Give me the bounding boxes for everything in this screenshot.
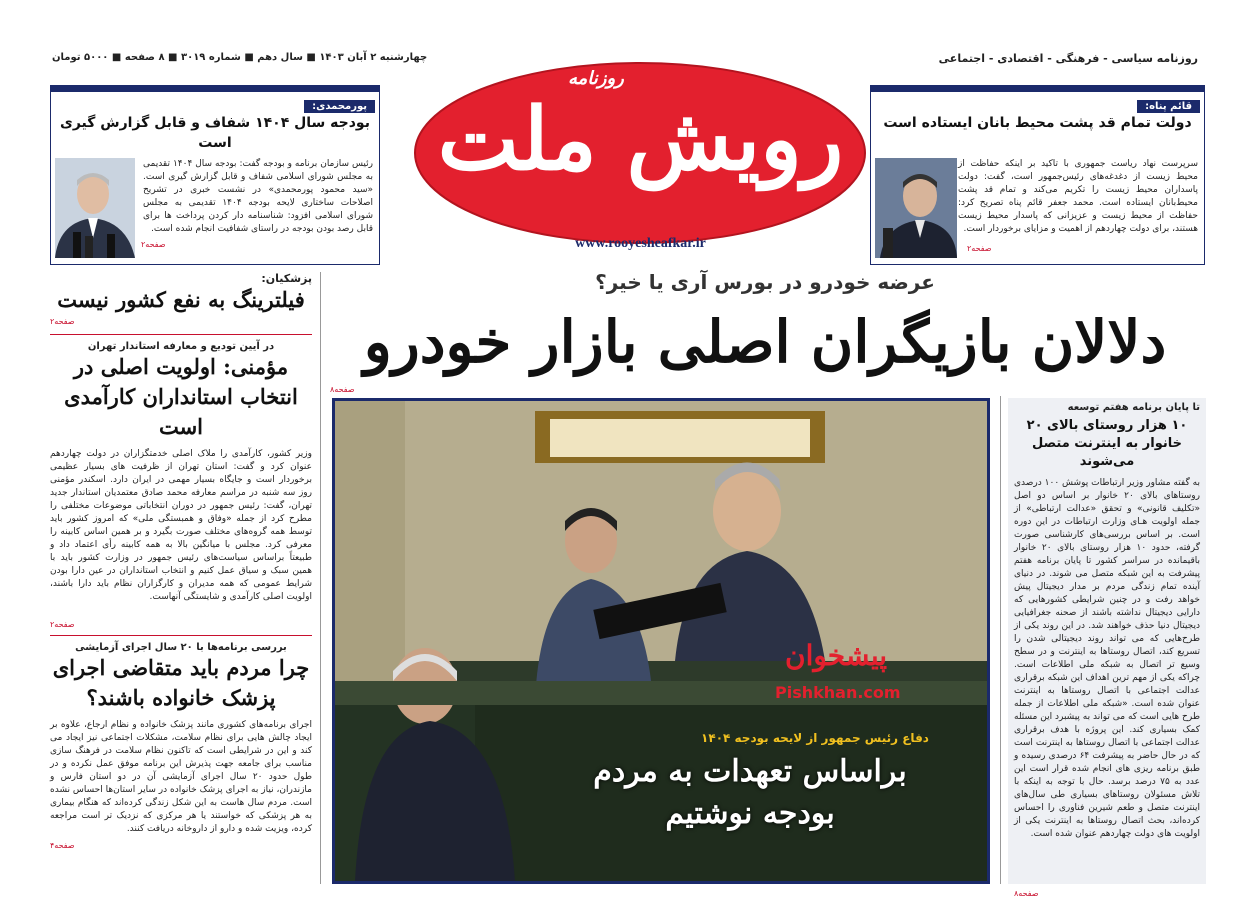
story-title[interactable]: چرا مردم باید متقاضی اجرای پزشک خانواده باشند؟	[52, 655, 310, 710]
story-kicker: در آیین تودیع و معارفه استاندار تهران	[87, 341, 275, 352]
box-title[interactable]: بودجه سال ۱۴۰۴ شفاف و قابل گزارش گیری است	[60, 115, 370, 151]
photo-caption-kicker: دفاع رئیس جمهور از لایحه بودجه ۱۴۰۴	[701, 731, 929, 745]
story-page-ref[interactable]: صفحه۲	[50, 620, 75, 629]
photo-caption-main[interactable]: براساس تعهدات به مردم بودجه نوشتیم	[593, 754, 907, 831]
watermark-en: Pishkhan.com	[775, 683, 901, 702]
masthead-logo[interactable]	[408, 48, 873, 266]
right-column	[1008, 398, 1206, 898]
logo-main-text: رویش ملت	[437, 89, 844, 190]
left-column	[50, 272, 312, 884]
issue-line: چهارشنبه ۲ آبان ۱۴۰۳ ■ سال دهم ■ شماره ۳۰۱۹ ■ ۸ صفحه ■ ۵۰۰۰ تومان	[52, 52, 428, 63]
portrait-photo	[875, 158, 957, 258]
story-divider	[50, 334, 312, 335]
box-page-ref[interactable]: صفحه۲	[967, 244, 992, 253]
column-divider	[1000, 396, 1001, 884]
story-title[interactable]: مؤمنی: اولویت اصلی در انتخاب استانداران کارآمدی است	[64, 354, 298, 439]
story-title[interactable]: ۱۰ هزار روستای بالای ۲۰ خانوار به اینترنت متصل می‌شوند	[1026, 418, 1188, 469]
main-page-ref[interactable]: صفحه۸	[330, 385, 355, 394]
story-title[interactable]: فیلترینگ به نفع کشور نیست	[57, 287, 305, 312]
story-body: به گفته مشاور وزیر ارتباطات پوشش ۱۰۰ درصدی روستاهای بالای ۲۰ خانوار بر اساس دو اصل «تکلیف قانونی» و تحقق «عدالت ارتباطی» از جمله اولویت هـای وزارت ارتباطات در این دوره است. بر اساس بررسی‌های کارشناسی صورت گرفته، حدود ۱۰ هزار روستای بالای ۲۰ خانوار باقیمانده در سراسر کشور تا پایان برنامه هفتم پیشرفت به این شبکه متصل می شوند. در دنیای آینده تمام زندگی مردم بر مدار دیجیتال پیش خواهد رفت و در چنین شرایطی کشورهایی که دارایی دیجیتال نداشته باشند از صحنه جغرافیایی دیجیتال دنیا حذف خواهند شد. در این روند یکی از طرح‌هایی که می تواند روند دیجیتالی شدن را تسریع کند، اتصال روستاها به اینترنت و در سطح وسیع تر اتصال به شبکه ملی اطلاعات است. چراکه یکی از مهم ترین اهداف این شبکه برقراری عدالت اجتماعی با اتصال روستاها به اینترنت عنوان شده است. «شبکه ملی اطلاعات از جمله طرح هایی است که می تواند به پیشبرد این مسئله کمک بسیاری کند. این پروژه با هدف برقراری عدالت اجتماعی با اتصال روستاها به اینترنت است که در حال حاضر به پیشرفت ۶۴ درصدی رسیده و طبق برنامه ریزی های انجام شده قرار است این عدد به ۷۵ درصد برسد. حال با توجه به اینکه با تلاش مسئولان روستاهای بسیاری طی سال‌های اینترنت متصل و طعم شیرین فناوری را احساس کرده‌اند، بحث اتصال روستاها به اینترنت یکی از اولویت های دولت چهاردهم عنوان شده است.	[1014, 478, 1200, 839]
box-body: سرپرست نهاد ریاست جمهوری با تاکید بر اینکه حفاظت از محیط زیست از دغدغه‌های رئیس‌جمهور است، گفت: دولت پاسداران محیط زیست را تکریم می‌کند و تمام قد پشت محیط‌بانان ایستاده است. محمد جعفر قائم پناه تصریح کرد: حفاظت از محیط زیست و عزیزانی که پاسدار محیط زیست هستند، برای دولت چهاردهم از اهمیت و مزایای برخوردار است.	[958, 159, 1198, 234]
logo-small-text: روزنامه	[568, 68, 624, 89]
story-page-ref[interactable]: صفحه۲	[50, 317, 75, 326]
left-top-box	[50, 85, 380, 265]
story-divider	[50, 635, 312, 636]
story-body: وزیر کشور، کارآمدی را ملاک اصلی خدمتگزاران در دولت چهاردهم عنوان کرد و گفت: استان تهران از ظرفیت های بسیار عظیمی برخوردار است و جایگاه بسیار مهمی در ایران دارد. اسکندر مؤمنی روز سه شنبه در مراسم معارفه محمد صادق معتمدیان استاندار جدید تهران، گفت: رئیس جمهور در دوران انتخاباتی موضوعات مختلفی را مطرح کرد از جمله «وفاق و همبستگی ملی» که امروز کشور باید توسط همه گروه‌های مختلف صورت بگیرد و بر همین اساس کابینه را معرفی کرد. مجلس با میانگین بالا به همه کابینه رأی اعتماد داد و طبیعتاً براساس سیاست‌های رئیس جمهور در وزارت کشور باید با همین سبک و سیاق عمل کنیم و انتخاب استانداران در عین دارا بودن شرایط عمومی که همه مدیران و کارگزاران نظام باید دارا باشند، اولویت اصلی کارآمدی و شایستگی آنهاست.	[50, 449, 312, 602]
main-headline[interactable]: دلالان بازیگران اصلی بازار خودرو	[363, 308, 1167, 376]
main-kicker: عرضه خودرو در بورس آری یا خیر؟	[595, 270, 935, 294]
paper-subtitle: روزنامه سیاسی - فرهنگی - اقتصادی - اجتماعی	[938, 52, 1198, 65]
main-photo	[332, 398, 990, 884]
box-page-ref[interactable]: صفحه۲	[141, 240, 166, 249]
story-body: اجرای برنامه‌های کشوری مانند پزشک خانواده و نظام ارجاع، علاوه بر ایجاد چالش هایی برای نظام سلامت، مشکلات اجتماعی نیز ایجاد می کند و این در شرایطی است که تاکنون نظام سلامت در فرهنگ سازی مناسب برای جامعه جهت پذیرش این برنامه موفق عمل نکرده و در طول حدود ۲۰ سال اجرای آزمایشی آن در دو استان فارس و مازندران، نیاز به اجرای پزشک خانواده در سایر استان‌ها احساس نشده است. مردم سال هاست به این شکل زندگی کرده‌اند که هنگام بیماری به هر پزشکی که خواستند یا هر مرکزی که نزدیک تر است مراجعه کرده، ویزیت شده و دارو از داروخانه دریافت کنند.	[50, 720, 312, 834]
story-page-ref[interactable]: صفحه۸	[1014, 889, 1039, 898]
story-kicker: بررسی برنامه‌ها با ۲۰ سال اجرای آزمایشی	[75, 642, 287, 653]
box-body: رئیس سازمان برنامه و بودجه گفت: بودجه سال ۱۴۰۴ تقدیمی به مجلس شورای اسلامی شفاف و قابل گزارش گیری است. «سید محمود پورمحمدی» در نشست خبری در تشریح اصلاحات ساختاری لایحه بودجه ۱۴۰۴ تقدیمی به مجلس شورای اسلامی افزود: شناسنامه دار کردن پرداخت ها برای قابل رصد بودن بودجه در راستای شفافیت انجام شده است.	[143, 159, 373, 234]
watermark-fa: پیشخوان	[785, 639, 888, 672]
box-title[interactable]: دولت تمام قد پشت محیط بانان ایستاده است	[883, 115, 1192, 131]
box-kicker: قائم پناه:	[1137, 100, 1200, 113]
column-divider	[320, 272, 321, 884]
story-page-ref[interactable]: صفحه۴	[50, 841, 75, 850]
story-kicker: پزشکیان:	[261, 272, 312, 285]
story-kicker: تا پایان برنامه هفتم توسعه	[1067, 402, 1200, 413]
right-top-box	[870, 85, 1205, 265]
website-link[interactable]: www.rooyesheafkar.ir	[575, 236, 706, 251]
portrait-photo	[55, 158, 135, 258]
box-kicker: پورمحمدی:	[304, 100, 375, 113]
